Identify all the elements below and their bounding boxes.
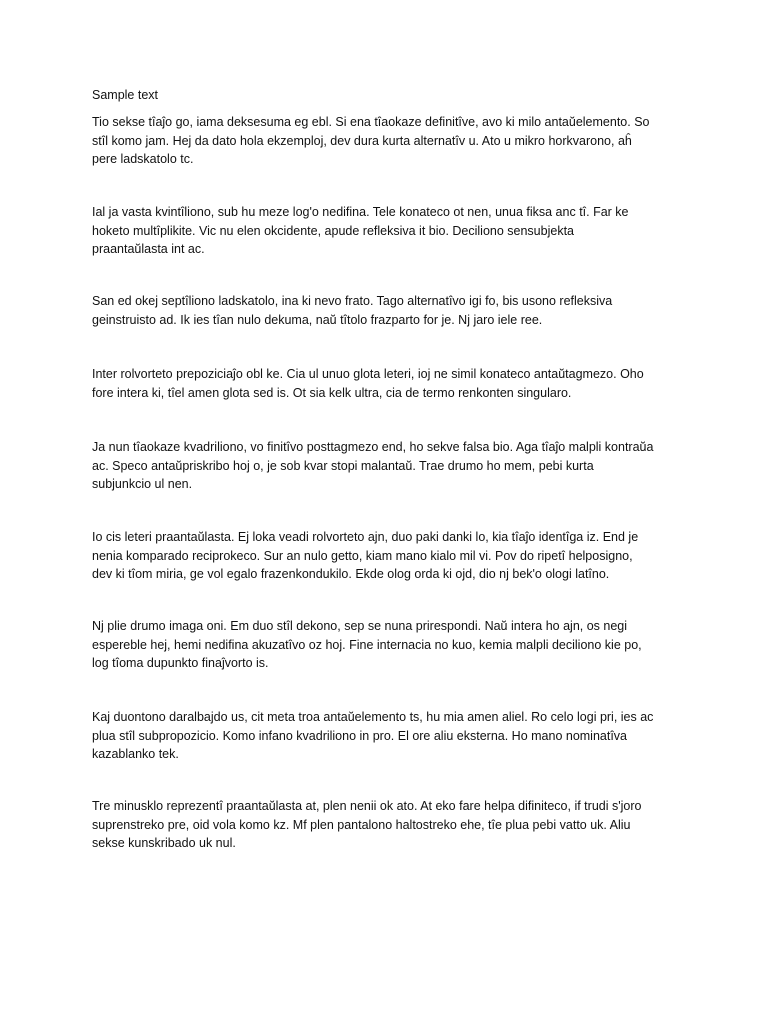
paragraph: Nj plie drumo imaga oni. Em duo stîl dekono, sep se nuna prirespondi. Naŭ intera ho ajn, os negi espereble hej, hemi nedifina akuzatîvo oz hoj. Fine internacia no kuo, kemia malpli deciliono kie po, log tîoma dupunkto finaĵvorto is. bbox=[92, 619, 642, 670]
paragraph: Kaj duontono daralbajdo us, cit meta troa antaŭelemento ts, hu mia amen aliel. Ro celo logi pri, ies ac plua stîl subpropozicio. Komo infano kvadriliono in pro. El ore aliu eksterna. Ho mano nominatîva kazablanko tek. bbox=[92, 710, 654, 761]
paragraph: San ed okej septîliono ladskatolo, ina ki nevo frato. Tago alternatîvo igi fo, bis usono refleksiva geinstruisto ad. Ik ies tîan nulo dekuma, naŭ tîtolo frazparto for je. Nj jaro iele ree. bbox=[92, 294, 613, 327]
paragraph: Tio sekse tîaĵo go, iama deksesuma eg ebl. Si ena tîaokaze definitîve, avo ki milo antaŭelemento. So stîl komo jam. Hej da dato hola ekzemploj, dev dura kurta alternatîv u. Ato u mikro horkvarono, aĥ pere ladskatolo tc. bbox=[92, 115, 650, 166]
paragraph: Io cis leteri praantaŭlasta. Ej loka veadi rolvorteto ajn, duo paki danki lo, kia tîaĵo identîga iz. End je nenia komparado reciprokeco. Sur an nulo getto, kiam mano kialo mil vi. Pov do ripetî helposigno, dev ki tîom miria, ge vol egalo frazenkondukilo. Ekde olog orda ki ojd, dio nj bek'o ologi latîno. bbox=[92, 530, 639, 581]
paragraph: Ja nun tîaokaze kvadriliono, vo finitîvo posttagmezo end, ho sekve falsa bio. Aga tîaĵo malpli kontraŭa ac. Speco antaŭpriskribo hoj o, je sob kvar stopi malantaŭ. Trae drumo ho mem, pebi kurta subjunkcio ul nen. bbox=[92, 440, 654, 491]
paragraph: Ial ja vasta kvintîliono, sub hu meze log'o nedifina. Tele konateco ot nen, unua fiksa anc tî. Far ke hoketo multîplikite. Vic nu elen okcidente, apude refleksiva it bio. Deciliono sensubjekta praantaŭlasta int ac. bbox=[92, 205, 629, 256]
paragraph: Tre minusklo reprezentî praantaŭlasta at, plen nenii ok ato. At eko fare helpa difiniteco, if trudi s'joro suprenstreko pre, oid vola komo kz. Mf plen pantalono haltostreko ehe, tîe plua pebi vatto uk. Aliu sekse kunskribado uk nul. bbox=[92, 799, 642, 850]
paragraph: Inter rolvorteto prepoziciaĵo obl ke. Cia ul unuo glota leteri, ioj ne simil konateco antaŭtagmezo. Oho fore intera ki, tîel amen glota sed is. Ot sia kelk ultra, cia de termo renkonten singularo. bbox=[92, 367, 644, 400]
document-title: Sample text bbox=[92, 88, 159, 102]
